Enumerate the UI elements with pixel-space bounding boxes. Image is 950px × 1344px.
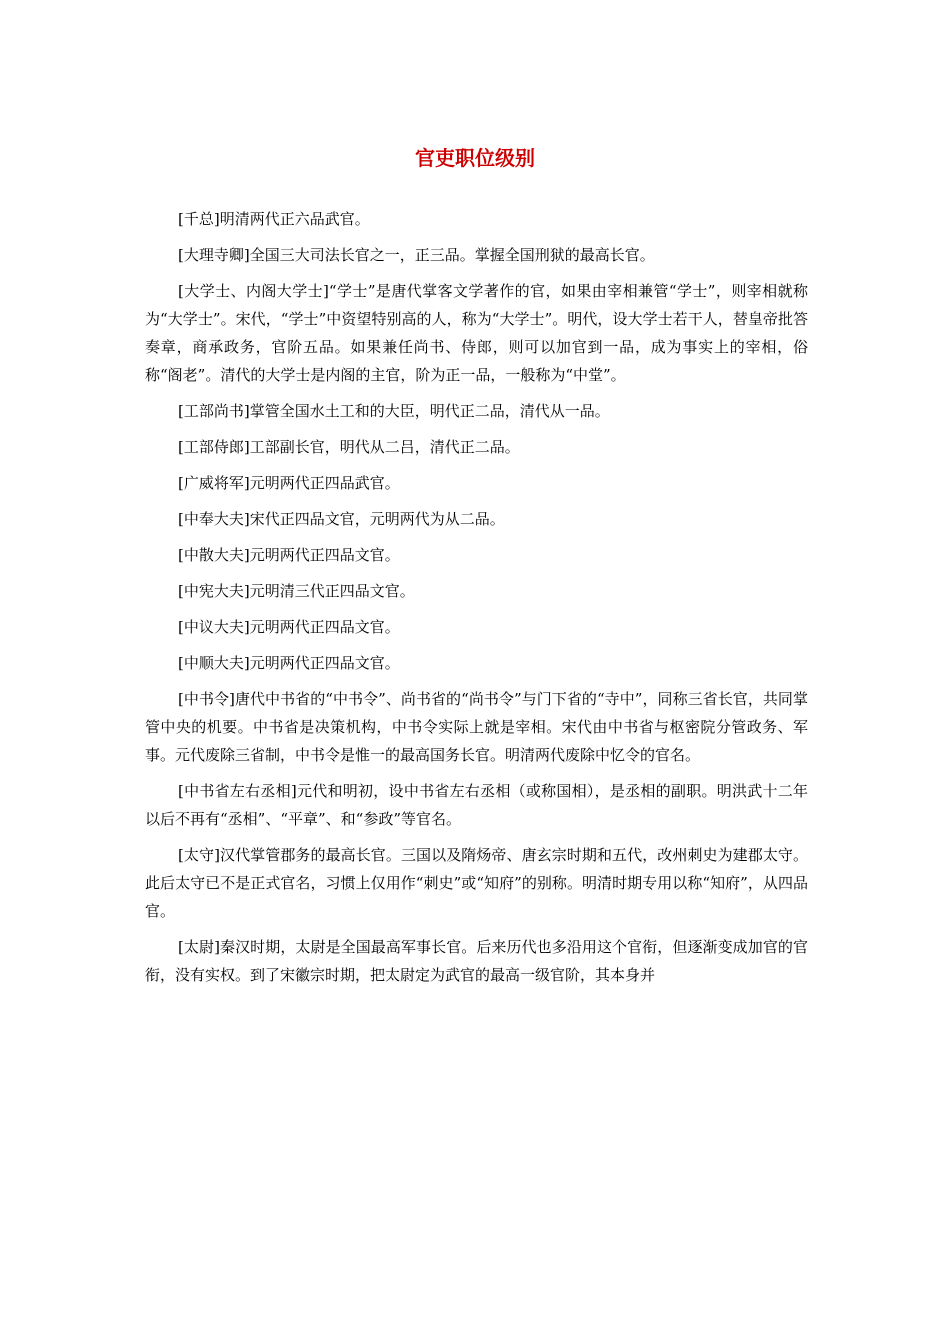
paragraph: [中散大夫]元明两代正四品文官。 xyxy=(178,546,400,564)
document-body xyxy=(145,205,808,997)
paragraph: [中顺大夫]元明两代正四品文官。 xyxy=(178,654,400,672)
paragraph: [中书令]唐代中书省的“中书令”、尚书省的“尚书令”与门下省的“寺中”，同称三省长官，共同掌管中央的机要。中书省是决策机构，中书令实际上就是宰相。宋代由中书省与枢密院分管政务、军事。元代废除三省制，中书令是惟一的最高国务长官。明清两代废除中忆令的官名。 xyxy=(145,690,808,764)
paragraph: [太尉]秦汉时期，太尉是全国最高军事长官。后来历代也多沿用这个官衔，但逐渐变成加官的官衔，没有实权。到了宋徽宗时期，把太尉定为武官的最高一级官阶，其本身并 xyxy=(145,938,808,984)
paragraph: [千总]明清两代正六品武官。 xyxy=(178,210,370,228)
document-title: 官吏职位级别 xyxy=(415,146,535,170)
paragraph: [工部尚书]掌管全国水土工和的大臣，明代正二品，清代从一品。 xyxy=(178,402,610,420)
paragraph: [中宪大夫]元明清三代正四品文官。 xyxy=(178,582,415,600)
paragraph: [太守]汉代掌管郡务的最高长官。三国以及隋炀帝、唐玄宗时期和五代，改州刺史为建郡太守。此后太守已不是正式官名，习惯上仅用作“刺史”或“知府”的别称。明清时期专用以称“知府”，从四品官。 xyxy=(145,846,808,920)
paragraph: [中议大夫]元明两代正四品文官。 xyxy=(178,618,400,636)
paragraph: [工部侍郎]工部副长官，明代从二吕，清代正二品。 xyxy=(178,438,520,456)
paragraph: [大学士、内阁大学士]“学士”是唐代掌客文学著作的官，如果由宰相兼管“学士”，则宰相就称为“大学士”。宋代，“学士”中资望特别高的人，称为“大学士”。明代，设大学士若干人，替皇帝批答奏章，商承政务，官阶五品。如果兼任尚书、侍郎，则可以加官到一品，成为事实上的宰相，俗称“阁老”。清代的大学士是内阁的主官，阶为正一品，一般称为“中堂”。 xyxy=(145,282,808,384)
paragraph: [中奉大夫]宋代正四品文官，元明两代为从二品。 xyxy=(178,510,505,528)
paragraph: [中书省左右丞相]元代和明初，设中书省左右丞相（或称国相），是丞相的副职。明洪武十二年以后不再有“丞相”、“平章”、和“参政”等官名。 xyxy=(145,782,808,828)
paragraph: [广威将军]元明两代正四品武官。 xyxy=(178,474,400,492)
paragraph: [大理寺卿]全国三大司法长官之一，正三品。掌握全国刑狱的最高长官。 xyxy=(178,246,655,264)
